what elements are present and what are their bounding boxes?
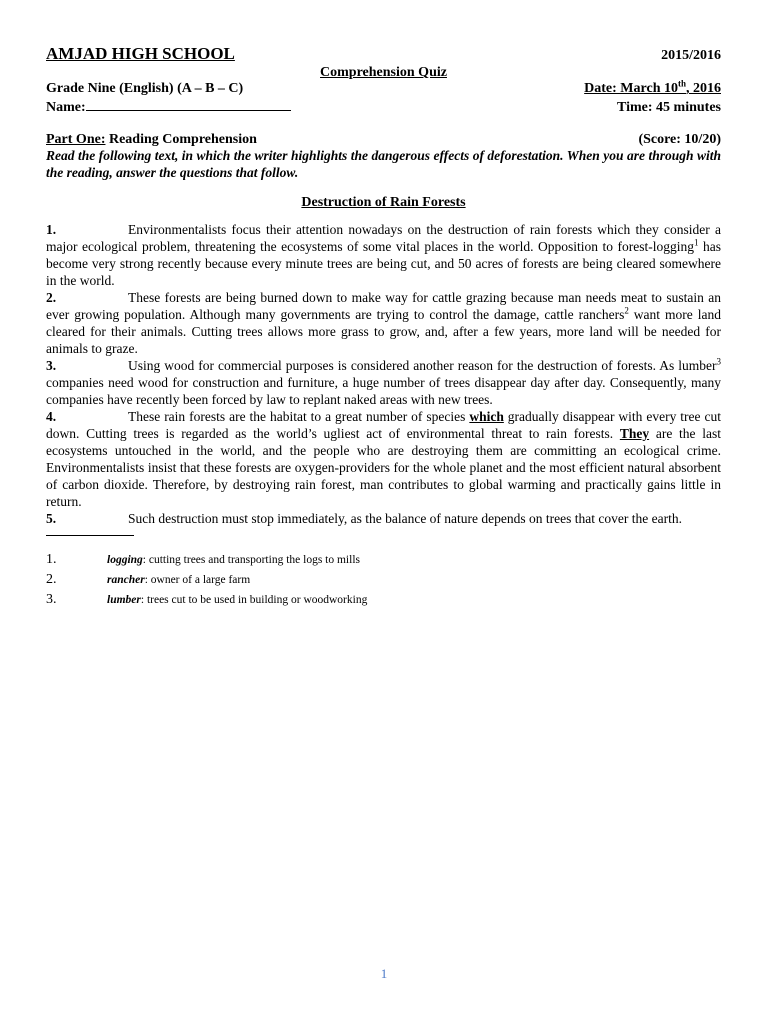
reading-instructions: Read the following text, in which the writer highlights the dangerous effects of deforestation. When you are through with the reading, answer the questions that follow. [46, 148, 721, 180]
header-row-1 [46, 44, 721, 64]
text-title: Destruction of Rain Forests [301, 195, 466, 210]
header-row-2 [46, 78, 721, 97]
footnote-divider [46, 535, 134, 536]
grade-label: Grade Nine (English) (A – B – C) [46, 81, 244, 96]
footnote-3: 3. lumber: trees cut to be used in building or woodworking [46, 592, 368, 607]
name-blank-line [86, 97, 291, 111]
word-which: which [469, 409, 504, 424]
footnote-2: 2. rancher: owner of a large farm [46, 572, 251, 587]
date-label: Date: March 10th, 2016 [584, 78, 721, 96]
page-number: 1 [380, 966, 388, 981]
name-field-label: Name: [46, 97, 291, 116]
school-name: AMJAD HIGH SCHOOL [46, 44, 235, 63]
paragraph-2: 2. These forests are being burned down to make way for cattle grazing because man needs meat to sustain an ever growing population. Although many governments are trying to control the damage, cattle ranchers$^2$ want more land cleared for their animals. Cutting trees allows more grass to grow, and, after a few years, more land will be needed for animals to graze. [46, 290, 721, 356]
word-they: They [619, 426, 650, 441]
school-year: 2015/2016 [661, 48, 721, 63]
part-one-header [46, 132, 721, 148]
paragraph-3: 3. Using wood for commercial purposes is considered another reason for the destruction of forests. As lumber$^3$ companies need wood for construction and furniture, a huge number of trees disappear day after day. Consequently, many companies have recently been forced by law to replant naked areas with new trees. [46, 356, 721, 407]
quiz-title: Comprehension Quiz [320, 65, 447, 80]
part-one-score: (Score: 10/20) [638, 132, 721, 147]
paragraph-5: 5. Such destruction must stop immediately, as the balance of nature depends on trees that cover the earth. [46, 511, 682, 526]
paragraph-4: 4. These rain forests are the habitat to a great number of species which gradually disappear with every tree cut down. Cutting trees is regarded as the world’s ugliest act of environmental threat to rain forests. They are the last ecosystems untouched in the world, and the people who are destroying them are committing an ecological crime. Environmentalists insist that these forests are oxygen-providers for the whole planet and the most efficient natural absorbent of carbon dioxide. Therefore, by destroying rain forest, man contributes to global warming and practically gains little in return. [46, 409, 721, 509]
time-label: Time: 45 minutes [617, 100, 721, 115]
part-one-title: Part One: Reading Comprehension [46, 132, 257, 147]
quiz-page [46, 44, 721, 612]
paragraph-1: 1. Environmentalists focus their attention nowadays on the destruction of rain forests which they consider a major ecological problem, threatening the ecosystems of some vital places in the world. Opposition to forest-logging$^1$ has become very strong recently because every minute trees are being cut, and 50 acres of forests are being cleared somewhere in the world. [46, 222, 721, 288]
footnote-1: 1. logging: cutting trees and transporting the logs to mills [46, 552, 360, 567]
header-row-3 [46, 97, 721, 116]
